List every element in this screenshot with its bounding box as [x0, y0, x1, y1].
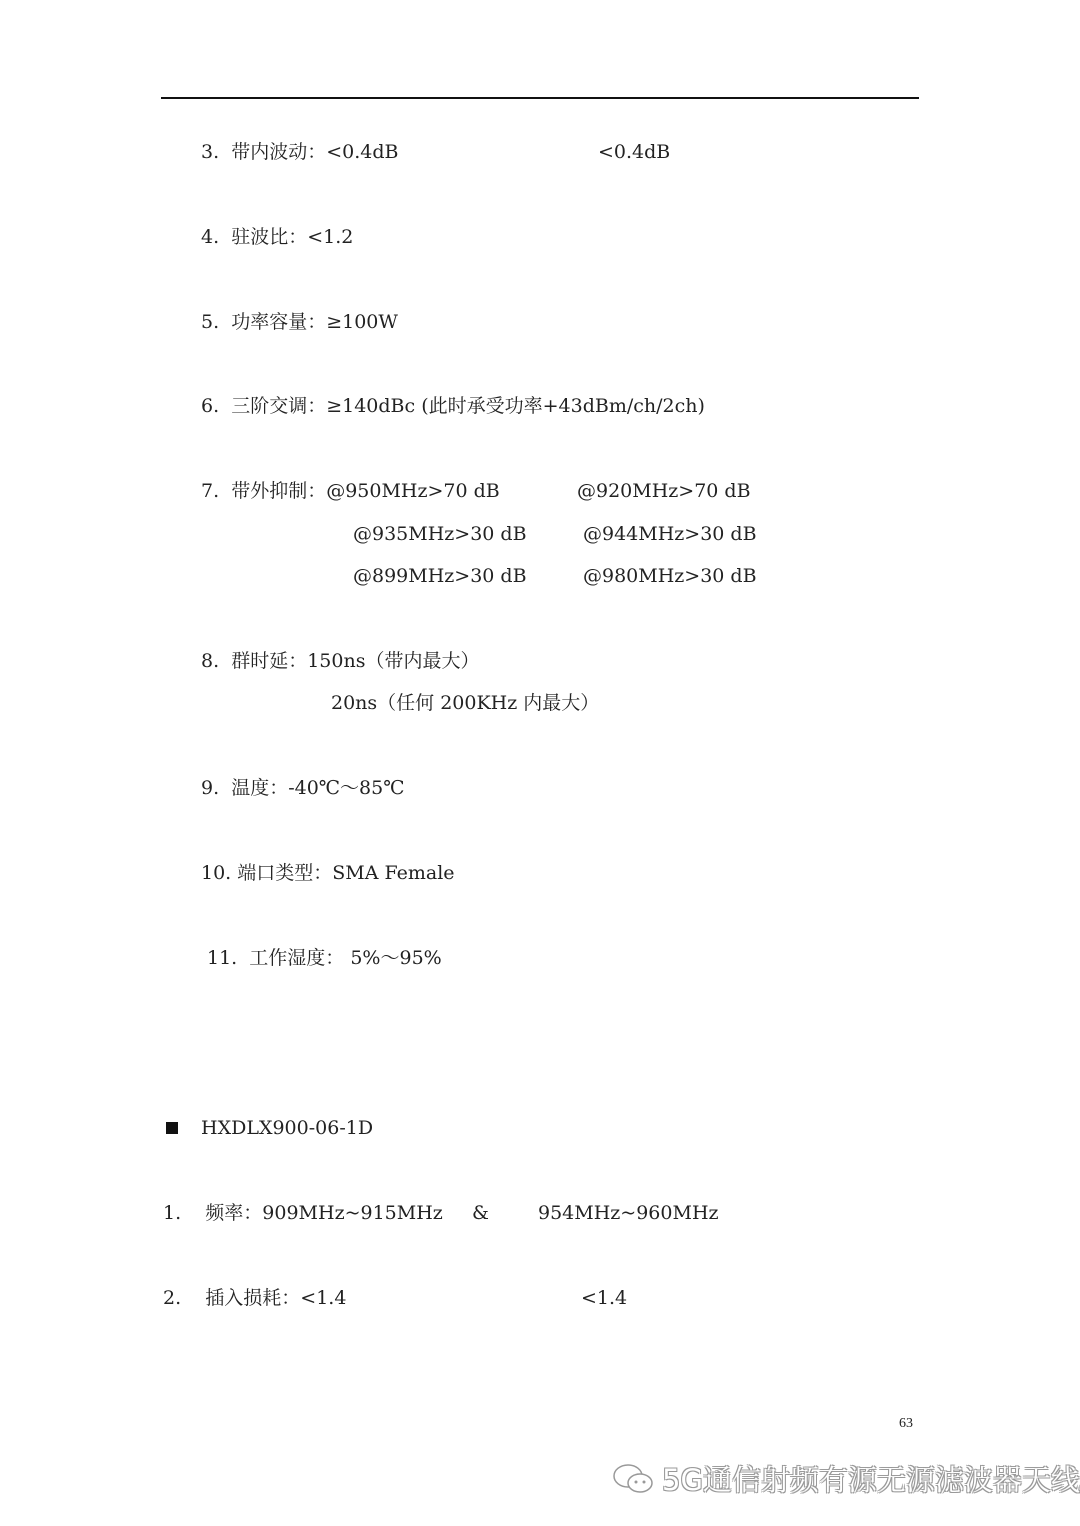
spec-frequency-amp: & [472, 1202, 489, 1224]
spec-frequency-value2: 954MHz~960MHz [538, 1202, 719, 1224]
spec-ripple: 3. 带内波动：<0.4dB [201, 141, 399, 163]
page-number: 63 [899, 1416, 913, 1431]
spec-power: 5. 功率容量：≥100W [201, 311, 398, 333]
spec-rejection: 7. 带外抑制：@950MHz>70 dB [201, 480, 500, 502]
spec-frequency: 1. 频率：909MHz~915MHz [163, 1202, 443, 1224]
wechat-icon [612, 1462, 656, 1496]
spec-group-delay: 8. 群时延：150ns（带内最大） [201, 650, 480, 672]
bullet-square-icon [166, 1122, 178, 1134]
spec-im3: 6. 三阶交调：≥140dBc (此时承受功率+43dBm/ch/2ch) [201, 395, 705, 417]
spec-rejection-row2-value2: @944MHz>30 dB [583, 523, 757, 545]
spec-rejection-row3: @899MHz>30 dB [353, 565, 527, 587]
watermark [612, 1458, 1080, 1499]
spec-group-delay-row2: 20ns（任何 200KHz 内最大） [331, 692, 600, 714]
spec-insertion-loss: 2. 插入损耗：<1.4 [163, 1287, 347, 1309]
header-rule [161, 97, 919, 99]
spec-rejection-row3-value2: @980MHz>30 dB [583, 565, 757, 587]
spec-insertion-loss-value2: <1.4 [581, 1287, 628, 1309]
watermark-text: 5G通信射频有源无源滤波器天线 [662, 1463, 1080, 1497]
spec-rejection-row2: @935MHz>30 dB [353, 523, 527, 545]
spec-vswr: 4. 驻波比：<1.2 [201, 226, 354, 248]
model-heading: HXDLX900-06-1D [201, 1117, 374, 1139]
spec-port-type: 10. 端口类型：SMA Female [201, 862, 455, 884]
spec-temperature: 9. 温度：-40℃～85℃ [201, 777, 405, 799]
spec-rejection-value2: @920MHz>70 dB [577, 480, 751, 502]
spec-humidity: 11. 工作湿度： 5%～95% [207, 947, 442, 969]
spec-ripple-value2: <0.4dB [598, 141, 671, 163]
